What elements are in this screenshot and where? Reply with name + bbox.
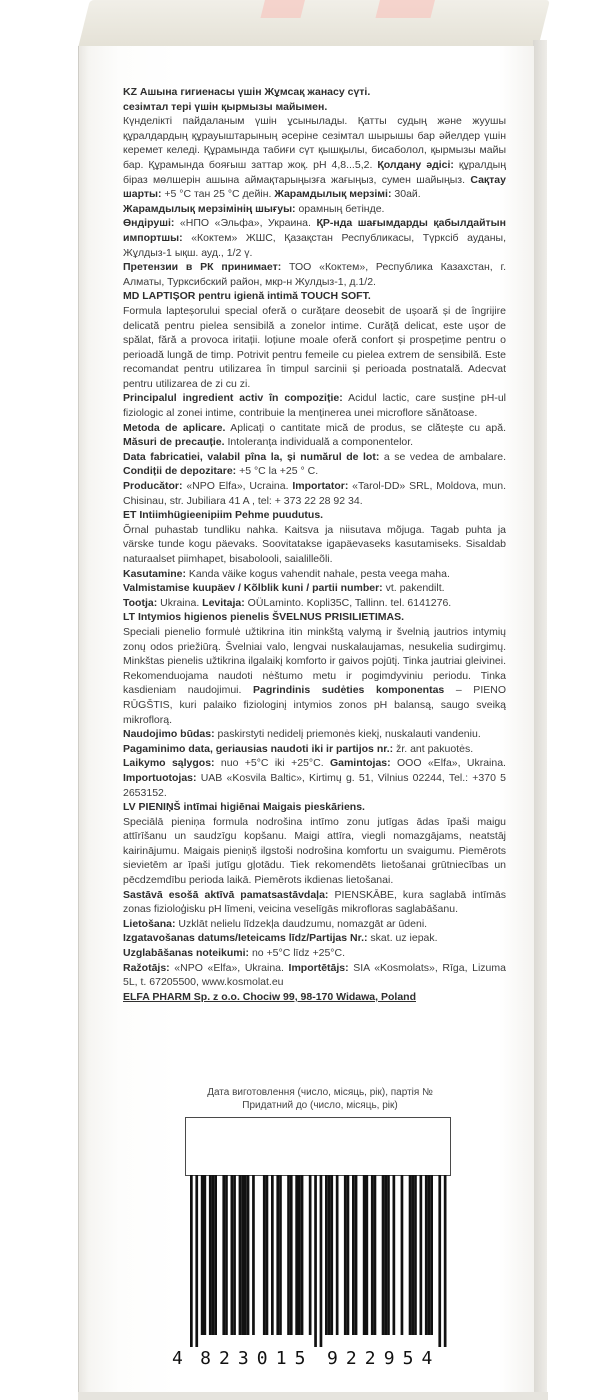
barcode-bars: [172, 1175, 462, 1347]
barcode-bar: [295, 1175, 298, 1335]
batch-print-box: [185, 1117, 451, 1176]
barcode-bar: [330, 1175, 333, 1335]
barcode-bar: [352, 1175, 355, 1335]
lt-title: LT Intymios higienos pienelis ŠVELNUS PRISILIETIMAS.: [123, 611, 405, 624]
barcode-digit: 2: [345, 1348, 363, 1369]
md-title: MD LAPTIȘOR pentru igienă intimă TOUCH SOFT.: [123, 290, 371, 303]
lv-description: Speciālā pieniņa formula nodrošina intīmo zonu jutīgas ādas īpaši maigu attīrīšanu un saudzīgu kopšanu. Maigi attīra, viegli nomazgājams, neatstāj kairinājumu. Maigais pieniņš ilgstoši nodrošina komfortu un svaigumu. Piemērots sievietēm ar īpaši jutīgu gļotādu. Tiek rekomendēts lietošanai grūtniecības un pēcdzemdību perioda laikā. Piemērots ikdienas lietošanai.: [123, 815, 506, 887]
kz-claims: Претензии в РК принимает: ТОО «Коктем», Республика Казахстан, г. Алматы, Турксибский район, мкр-н Жулдыз-1, д.1/2.: [123, 261, 506, 288]
kz-expiry: Жарамдылық мерзімінің шығуы: орамның бетінде.: [123, 202, 385, 215]
barcode-digit: 9: [383, 1348, 401, 1369]
barcode-bar: [271, 1175, 274, 1335]
barcode-bar: [212, 1175, 215, 1335]
barcode-bar: [430, 1175, 433, 1335]
barcode-bar: [336, 1175, 339, 1335]
barcode-bar: [363, 1175, 366, 1335]
barcode-bar: [382, 1175, 385, 1335]
barcode-bar: [393, 1175, 396, 1335]
barcode-bar: [222, 1175, 225, 1335]
barcode-bar: [252, 1175, 255, 1335]
md-usage: Metoda de aplicare. Aplicați o cantitate mică de produs, se clătește cu apă. Măsuri de precauție. Intoleranța individuală a componentelor.: [123, 421, 506, 449]
lt-usage: Naudojimo būdas: paskirstyti nedidelį priemonės kiekį, nuskalauti vandeniu.: [123, 728, 481, 741]
barcode-bar: [325, 1175, 328, 1335]
barcode-digit: 3: [237, 1348, 255, 1369]
batch-info: [150, 1086, 490, 1112]
barcode-bar: [374, 1175, 377, 1335]
barcode-bar: [387, 1175, 390, 1335]
lt-description: Speciali pienelio formulė užtikrina itin minkštą valymą ir švelnią jautrios intymių zonų odos priežiūrą. Švelniai valo, lengvai nuskalaujamas, nesukelia sudirgimų. Minkštas pienelis užtikrina ilgalaikį komforto ir gaivos pojūtį. Tinka jautriai gleivinei. Rekomenduojama naudoti nėštumo metu ir pogimdyviniu periodu. Tinka kasdieniam naudojimui. Pagrindinis sudėties komponentas – PIENO RŪGŠTIS, kuri palaiko fiziologinį intymios zonos pH balansą, saugo sveiką mikroflorą.: [123, 625, 506, 726]
barcode-digit: 0: [256, 1348, 274, 1369]
barcode-bar: [344, 1175, 347, 1335]
lv-dates: Izgatavošanas datums/Ieteicams līdz/Partijas Nr.: skat. uz iepak.: [123, 932, 438, 945]
lt-dates: Pagaminimo data, geriausias naudoti iki ir partijos nr.: žr. ant pakuotės.: [123, 742, 474, 755]
md-description: Formula lapteșorului special oferă o curățare deosebit de ușoară și de îngrijire delicată pentru pielea sensibilă a zonelor intime. Curăță delicat, este ușor de spălat, fără a provoca iritații. loțiune moale oferă confort și prospețime pentru o perioadă lungă de timp. Potrivit pentru femeile cu pielea extrem de sensibilă. Este recomandat pentru utilizarea în timpul sarcinii și perioada postnatală. Adecvat pentru utilizarea de zi cu zi.: [123, 304, 506, 390]
barcode-bar: [287, 1175, 290, 1335]
md-ingredient: Principalul ingredient activ în compoziție: Acidul lactic, care susține pH-ul fiziologic al zonei intime, contribuie la menținerea unei microflore sănătoase.: [123, 392, 506, 420]
barcode-bar: [428, 1175, 431, 1335]
barcode-bar: [355, 1175, 358, 1335]
kz-description: Күнделікті пайдаланым үшін ұсынылады. Қатты судың және жуушы құралдардың құрауыштарының әсеріне сезімтал шырышы бар әйелдер үшін керемет келеді. Құрамында табиғи сүт қышқылы, бисаболол, қырмызы майы бар. Құрамында бояғыш заттар жоқ. pH 4,8...5,2. Қолдану әдісі: құралдың біраз мөлшерін ашына аймақтарыңызға жағыңыз, сумен шайыңыз. Сақтау шарты: +5 °C тан 25 °C дейін. Жарамдылық мерзімі: 30ай.: [123, 115, 506, 201]
et-dates: Valmistamise kuupäev / Kõlblik kuni / partii number: vt. pakendilt.: [123, 582, 445, 595]
et-manufacturer: Tootja: Ukraina. Levitaja: OÜLaminto. Kopli35C, Tallinn. tel. 6141276.: [123, 596, 452, 609]
label-text-block: [123, 85, 506, 1004]
barcode-bar: [371, 1175, 374, 1335]
barcode-bar: [244, 1175, 247, 1335]
barcode-bar: [401, 1175, 404, 1335]
manufacture-date-label: Дата виготовлення (число, місяць, рік), партія №: [207, 1087, 433, 1098]
md-manufacturer: Producător: «NPO Elfa», Ucraina. Importator: «Tarol-DD» SRL, Moldova, mun. Chisinau, str. Jubiliara 41 A , tel: + 373 22 28 92 34.: [123, 480, 506, 507]
barcode-digit: 5: [402, 1348, 420, 1369]
barcode-bar: [201, 1175, 204, 1335]
et-title: ET Intiimhügieenipiim Pehme puudutus.: [123, 509, 324, 522]
barcode-digit: 2: [364, 1348, 382, 1369]
barcode-bar: [444, 1175, 447, 1347]
md-dates: Data fabricatiei, valabil pîna la, și numărul de lot: a se vedea de ambalare. Condiții de depozitare: +5 °C la +25 ° C.: [123, 450, 506, 478]
kz-manufacturer: Өндіруші: «НПО «Эльфа», Украина. ҚР-нда шағымдарды қабылдайтын импортшы: «Коктем» ЖШС, Қазақстан Республикасы, Түрксіб ауданы, Жұлдыз-1 ықш. ауд., 1/2 ү.: [123, 217, 506, 259]
kz-subtitle: сезімтал тері үшін қырмызы майымен.: [123, 100, 328, 113]
expiry-date-label: Придатний до (число, місяць, рік): [242, 1100, 398, 1111]
barcode-bar: [266, 1175, 269, 1335]
barcode-bar: [411, 1175, 414, 1335]
lv-usage: Lietošana: Uzklāt nelielu līdzekļa daudzumu, nomazgāt ar ūdeni.: [123, 917, 428, 930]
footer-address: ELFA PHARM Sp. z o.o. Chociw 99, 98-170 Widawa, Poland: [123, 990, 416, 1003]
barcode-bar: [425, 1175, 428, 1335]
barcode-bar: [241, 1175, 244, 1335]
barcode-bar: [263, 1175, 266, 1335]
barcode-bar: [290, 1175, 293, 1335]
barcode: [172, 1175, 462, 1377]
barcode-bar: [247, 1175, 250, 1335]
box-top-flap: [78, 0, 550, 48]
barcode-bar: [204, 1175, 207, 1335]
barcode-bar: [309, 1175, 312, 1335]
barcode-bar: [414, 1175, 417, 1335]
barcode-digit: 4: [421, 1348, 439, 1369]
lv-manufacturer: Ražotājs: «NPO «Elfa», Ukraina. Importētājs: SIA «Kosmolats», Rīga, Lizuma 5L, t. 67205500, www.kosmolat.eu: [123, 961, 506, 989]
top-flap-stripe: [260, 0, 304, 18]
lv-title: LV PIENIŅŠ intīmai higiēnai Maigais pieskāriens.: [123, 801, 365, 814]
et-description: Õrnal puhastab tundliku nahka. Kaitsva ja niisutava mõjuga. Tagab puhta ja värske tunde kogu päevaks. Soovitatakse igapäevaseks kasutamiseks. Sisaldab naturaalset piimhapet, bisabolooli, saialilleõli.: [123, 523, 506, 565]
barcode-bar: [438, 1175, 441, 1347]
barcode-bar: [276, 1175, 279, 1335]
box-side-edge: [533, 40, 547, 1394]
barcode-bar: [209, 1175, 212, 1335]
barcode-digit: 5: [294, 1348, 312, 1369]
barcode-bar: [320, 1175, 323, 1347]
et-usage: Kasutamine: Kanda väike kogus vahendit nahale, pesta veega maha.: [123, 567, 450, 580]
barcode-bar: [195, 1175, 198, 1347]
top-flap-stripe: [375, 0, 434, 18]
barcode-bar: [279, 1175, 282, 1335]
barcode-digit: 9: [327, 1348, 344, 1369]
kz-title: KZ Ашына гигиенасы үшін Жұмсақ жанасу сүті.: [123, 86, 371, 98]
barcode-bar: [301, 1175, 304, 1335]
barcode-bar: [214, 1175, 217, 1335]
lv-ingredient: Sastāvā esošā aktīvā pamatsastāvdaļa: PIENSKĀBE, kura saglabā intīmās zonas fizioloģisku pH līmeni, veicina veselīgās mikrofloras saglabāšanu.: [123, 888, 506, 916]
lv-storage: Uzglabāšanas noteikumi: no +5°C līdz +25°C.: [123, 947, 345, 960]
barcode-bar: [347, 1175, 350, 1335]
barcode-bar: [328, 1175, 331, 1335]
barcode-bar: [366, 1175, 369, 1335]
barcode-bar: [298, 1175, 301, 1335]
barcode-bar: [239, 1175, 242, 1335]
barcode-bar: [233, 1175, 236, 1335]
barcode-bar: [190, 1175, 193, 1347]
barcode-bar: [225, 1175, 228, 1335]
lt-storage: Laikymo sąlygos: nuo +5°C iki +25°C. Gamintojas: OOO «Elfa», Ukraina. Importuotojas: UAB «Kosvila Baltic», Kirtimų g. 51, Vilnius 02244, Tel.: +370 5 2653152.: [123, 757, 506, 799]
barcode-bar: [314, 1175, 317, 1347]
barcode-digit: 8: [200, 1348, 217, 1369]
barcode-digit: 1: [275, 1348, 293, 1369]
barcode-bar: [420, 1175, 423, 1335]
barcode-digit: 4: [172, 1348, 189, 1369]
box-bottom-edge: [78, 1392, 548, 1400]
barcode-bar: [409, 1175, 412, 1335]
barcode-digit: 2: [219, 1348, 236, 1369]
barcode-bar: [384, 1175, 387, 1335]
barcode-bar: [231, 1175, 234, 1335]
